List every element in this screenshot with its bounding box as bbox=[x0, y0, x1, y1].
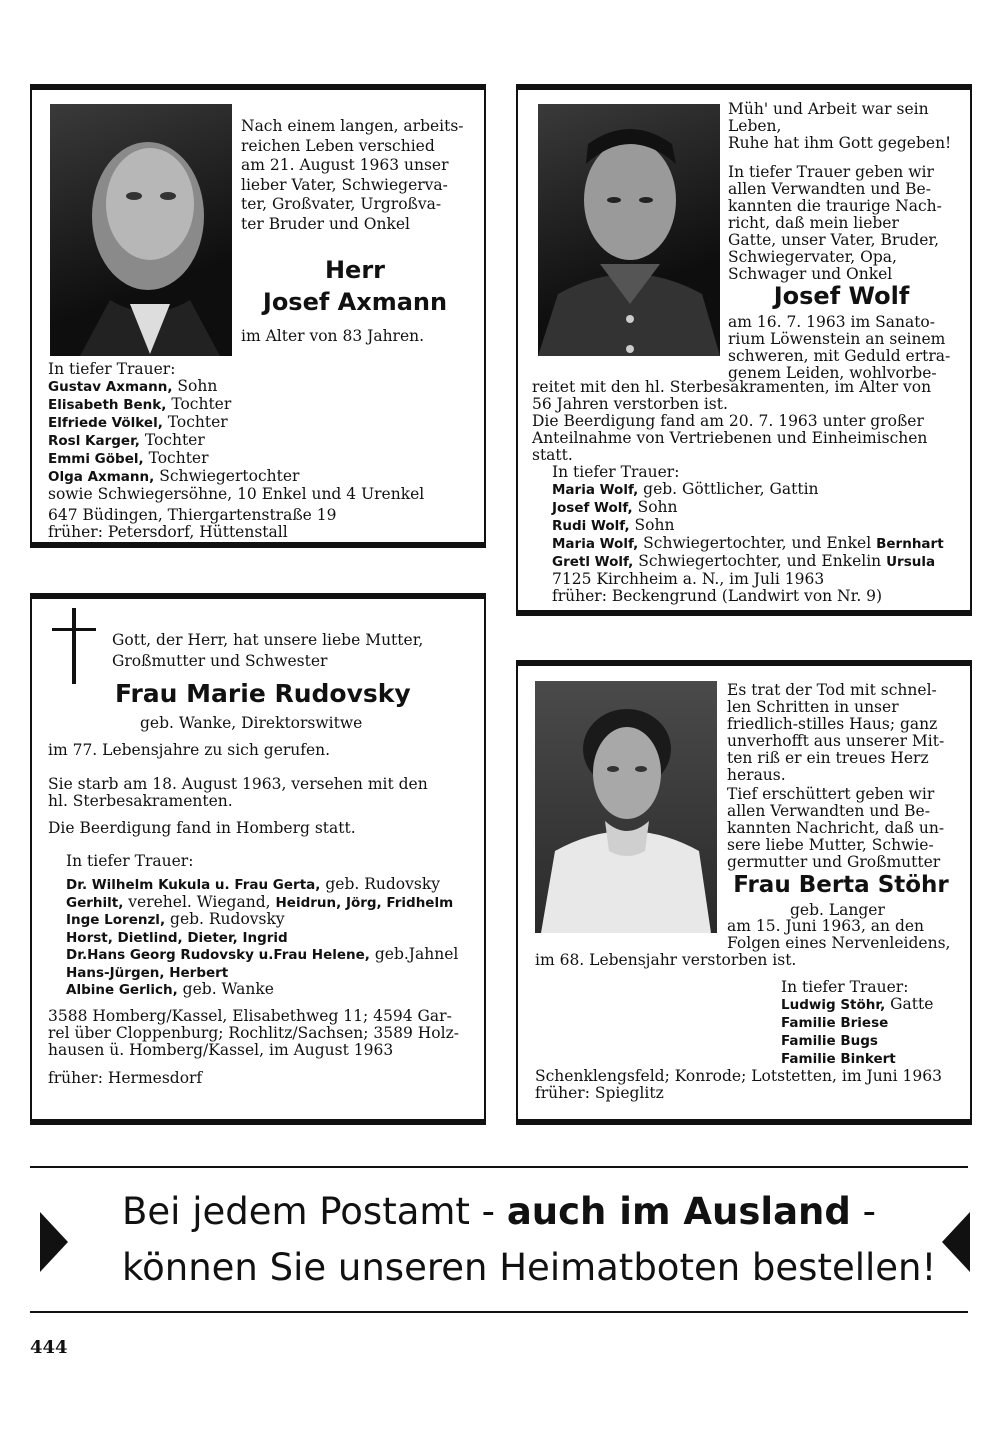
rudovsky-intro bbox=[112, 630, 472, 672]
text-line: Die Beerdigung fand am 20. 7. 1963 unter großer bbox=[532, 412, 924, 430]
mourning-label: In tiefer Trauer: bbox=[48, 360, 176, 378]
ad-line-2: können Sie unseren Heimatboten bestellen! bbox=[122, 1246, 937, 1289]
text-line: rium Löwenstein an seinem bbox=[728, 330, 946, 348]
text-line: lieber Vater, Schwiegerva- bbox=[241, 175, 448, 194]
text-line: hausen ü. Homberg/Kassel, im August 1963 bbox=[48, 1041, 394, 1059]
mourning-label: In tiefer Trauer: bbox=[552, 463, 680, 481]
text-line: statt. bbox=[532, 446, 573, 464]
text-line: kannten die traurige Nach- bbox=[728, 197, 942, 215]
former-line: früher: Petersdorf, Hüttenstall bbox=[48, 523, 288, 541]
text-line: Anteilnahme von Vertriebenen und Einheimischen bbox=[532, 429, 928, 447]
ad-bottom-rule bbox=[30, 1311, 968, 1313]
axmann-mourning bbox=[48, 361, 473, 541]
address-line: 7125 Kirchheim a. N., im Juli 1963 bbox=[552, 570, 825, 588]
text-line: In tiefer Trauer geben wir bbox=[728, 163, 934, 181]
text-line: len Schritten in unser bbox=[727, 698, 899, 716]
former-line: früher: Spieglitz bbox=[535, 1084, 664, 1102]
text-line: germutter und Großmutter bbox=[727, 853, 941, 871]
mourner-line: Familie Binkert bbox=[781, 1051, 896, 1067]
text-line: allen Verwandten und Be- bbox=[727, 802, 930, 820]
text-line: allen Verwandten und Be- bbox=[728, 180, 931, 198]
text-line: Ruhe hat ihm Gott gegeben! bbox=[728, 134, 952, 152]
stoehr-mourning bbox=[781, 979, 961, 1068]
mourner-line: Horst, Dietlind, Dieter, Ingrid bbox=[66, 929, 288, 946]
mourner-line: Gustav Axmann, Sohn bbox=[48, 377, 218, 395]
text-line: Schwiegervater, Opa, bbox=[728, 248, 897, 266]
text-line: Müh' und Arbeit war sein bbox=[728, 100, 929, 118]
photo-berta-stoehr bbox=[535, 681, 717, 933]
mourner-line: Familie Bugs bbox=[781, 1033, 878, 1049]
text-line: reichen Leben verschied bbox=[241, 136, 435, 155]
text-line: hl. Sterbesakramenten. bbox=[48, 792, 233, 810]
mourner-line: Rosl Karger, Tochter bbox=[48, 431, 205, 449]
rudovsky-address bbox=[48, 1008, 468, 1059]
wolf-details-full bbox=[532, 379, 957, 605]
text-line: 3588 Homberg/Kassel, Elisabethweg 11; 4594 Gar- bbox=[48, 1007, 452, 1025]
mourner-line: Maria Wolf, Schwiegertochter, und Enkel Bernhart bbox=[552, 534, 944, 552]
mourner-line: Maria Wolf, geb. Göttlicher, Gattin bbox=[552, 480, 819, 498]
text-line: am 16. 7. 1963 im Sanato- bbox=[728, 313, 935, 331]
mourner-line: Josef Wolf, Sohn bbox=[552, 498, 678, 516]
text-line: sere liebe Mutter, Schwie- bbox=[727, 836, 934, 854]
mourner-line: Dr. Wilhelm Kukula u. Frau Gerta, geb. Rudovsky bbox=[66, 875, 440, 893]
text-line: ter Bruder und Onkel bbox=[241, 214, 410, 233]
wolf-details bbox=[728, 314, 955, 382]
stoehr-age: im 68. Lebensjahr verstorben ist. bbox=[535, 951, 797, 969]
text-line: kannten Nachricht, daß un- bbox=[727, 819, 945, 837]
wolf-verse bbox=[728, 101, 955, 152]
text-line: am 15. Juni 1963, an den bbox=[727, 917, 925, 935]
wolf-name: Josef Wolf bbox=[773, 282, 910, 310]
arrow-left-icon bbox=[942, 1212, 970, 1272]
mourner-line: Hans-Jürgen, Herbert bbox=[66, 964, 229, 981]
axmann-age: im Alter von 83 Jahren. bbox=[241, 327, 425, 345]
mourner-line: Rudi Wolf, Sohn bbox=[552, 516, 675, 534]
mourner-line: Familie Briese bbox=[781, 1015, 889, 1031]
mourner-line: Elfriede Völkel, Tochter bbox=[48, 413, 228, 431]
stoehr-died bbox=[727, 918, 955, 952]
stoehr-intro2 bbox=[727, 786, 955, 871]
text-line: ter, Großvater, Urgroßva- bbox=[241, 195, 442, 213]
text-line: schweren, mit Geduld ertra- bbox=[728, 347, 951, 365]
text-line: Tief erschüttert geben wir bbox=[727, 785, 935, 803]
stoehr-name: Frau Berta Stöhr bbox=[733, 872, 949, 898]
mourner-line: Elisabeth Benk, Tochter bbox=[48, 395, 232, 413]
mourner-line: Ludwig Stöhr, Gatte bbox=[781, 995, 934, 1013]
text-line: Es trat der Tod mit schnel- bbox=[727, 681, 937, 699]
page-number: 444 bbox=[30, 1337, 68, 1358]
text-line: Gatte, unser Vater, Bruder, bbox=[728, 231, 940, 249]
photo-josef-axmann bbox=[50, 104, 232, 356]
text-line: Sie starb am 18. August 1963, versehen mit den bbox=[48, 775, 428, 793]
stoehr-born: geb. Langer bbox=[790, 901, 885, 919]
rudovsky-age: im 77. Lebensjahre zu sich gerufen. bbox=[48, 741, 331, 759]
stoehr-intro bbox=[727, 682, 955, 784]
mourner-line: Gretl Wolf, Schwiegertochter, und Enkelin Ursula bbox=[552, 552, 936, 570]
mourner-line: Olga Axmann, Schwiegertochter bbox=[48, 467, 300, 485]
rudovsky-mourners bbox=[66, 876, 476, 999]
axmann-title: Herr bbox=[324, 256, 386, 284]
stoehr-address bbox=[535, 1068, 960, 1102]
text-line: genem Leiden, wohlvorbe- bbox=[728, 364, 937, 382]
photo-josef-wolf bbox=[538, 104, 720, 356]
address-line: Schenklengsfeld; Konrode; Lotstetten, im Juni 1963 bbox=[535, 1067, 942, 1085]
text-line: heraus. bbox=[727, 766, 786, 784]
axmann-name: Josef Axmann bbox=[262, 288, 448, 316]
mourner-line: Gerhilt, verehel. Wiegand, Heidrun, Jörg, Fridhelm bbox=[66, 892, 454, 911]
address-line: 647 Büdingen, Thiergartenstraße 19 bbox=[48, 506, 337, 524]
text-line: friedlich-stilles Haus; ganz bbox=[727, 715, 938, 733]
wolf-intro bbox=[728, 164, 955, 283]
former-line: früher: Beckengrund (Landwirt von Nr. 9) bbox=[552, 587, 883, 605]
mourner-line: Emmi Göbel, Tochter bbox=[48, 449, 209, 467]
ad-line-1: Bei jedem Postamt - auch im Ausland - bbox=[122, 1190, 876, 1233]
text-line: Schwager und Onkel bbox=[728, 265, 893, 283]
rudovsky-funeral: Die Beerdigung fand in Homberg statt. bbox=[48, 819, 356, 837]
extra-line: sowie Schwiegersöhne, 10 Enkel und 4 Urenkel bbox=[48, 485, 425, 503]
mourning-label: In tiefer Trauer: bbox=[781, 978, 909, 996]
text-line: rel über Cloppenburg; Rochlitz/Sachsen; 3589 Holz- bbox=[48, 1024, 459, 1042]
text-line: Gott, der Herr, hat unsere liebe Mutter, bbox=[112, 631, 424, 649]
text-line: reitet mit den hl. Sterbesakramenten, im Alter von bbox=[532, 378, 932, 396]
rudovsky-former: früher: Hermesdorf bbox=[48, 1069, 203, 1087]
mourner-line: Inge Lorenzl, geb. Rudovsky bbox=[66, 910, 285, 928]
text-line: Großmutter und Schwester bbox=[112, 652, 328, 670]
rudovsky-died bbox=[48, 776, 468, 810]
ad-top-rule bbox=[30, 1166, 968, 1168]
text-line: unverhofft aus unserer Mit- bbox=[727, 732, 945, 750]
rudovsky-mourning-label: In tiefer Trauer: bbox=[66, 852, 194, 870]
text-line: richt, daß mein lieber bbox=[728, 214, 899, 232]
text-line: 56 Jahren verstorben ist. bbox=[532, 395, 728, 413]
text-line: Leben, bbox=[728, 117, 782, 135]
mourner-line: Albine Gerlich, geb. Wanke bbox=[66, 980, 274, 998]
cross-icon bbox=[52, 608, 96, 684]
text-line: am 21. August 1963 unser bbox=[241, 156, 449, 174]
rudovsky-born: geb. Wanke, Direktorswitwe bbox=[140, 714, 363, 732]
mourner-line: Dr.Hans Georg Rudovsky u.Frau Helene, geb.Jahnel bbox=[66, 945, 459, 963]
arrow-right-icon bbox=[40, 1212, 68, 1272]
axmann-intro bbox=[241, 117, 469, 234]
text-line: ten riß er ein treues Herz bbox=[727, 749, 929, 767]
text-line: Nach einem langen, arbeits- bbox=[241, 117, 464, 135]
rudovsky-name: Frau Marie Rudovsky bbox=[115, 679, 411, 708]
text-line: Folgen eines Nervenleidens, bbox=[727, 934, 951, 952]
